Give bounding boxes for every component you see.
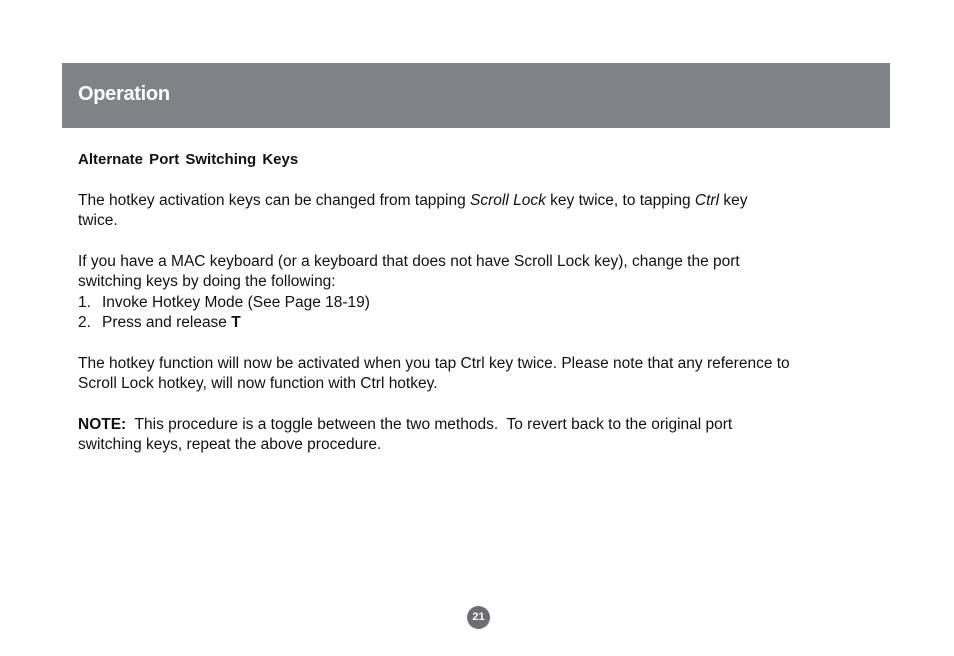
spacer xyxy=(78,171,878,191)
subsection-heading: Alternate Port Switching Keys xyxy=(78,151,299,168)
spacer xyxy=(78,334,878,354)
page-number-badge: 21 xyxy=(467,606,490,629)
text: twice. xyxy=(78,212,118,229)
text: switching keys by doing the following: xyxy=(78,273,336,290)
text: switching keys, repeat the above procedure. xyxy=(78,436,382,453)
section-title: Operation xyxy=(78,83,170,105)
paragraph-activation xyxy=(78,354,878,395)
key-label: T xyxy=(231,314,241,331)
note-paragraph xyxy=(78,415,878,456)
text: The hotkey function will now be activated when you tap Ctrl key twice. Please note that any reference to xyxy=(78,354,790,372)
list-item xyxy=(78,313,878,334)
list-number: 2. xyxy=(78,314,91,331)
text: If you have a MAC keyboard (or a keyboard that does not have Scroll Lock key), change the port xyxy=(78,252,740,270)
text: Scroll Lock hotkey, will now function with Ctrl hotkey. xyxy=(78,375,438,392)
spacer xyxy=(78,395,878,415)
emphasis-scroll-lock: Scroll Lock xyxy=(470,191,546,209)
text: key xyxy=(719,191,748,209)
text: This procedure is a toggle between the two methods. To revert back to the original port xyxy=(126,415,733,433)
list-item xyxy=(78,293,878,314)
text: key twice, to tapping xyxy=(545,191,695,209)
list-text: Press and release xyxy=(102,314,232,331)
list-number: 1. xyxy=(78,293,91,311)
page-content xyxy=(78,150,878,456)
emphasis-ctrl: Ctrl xyxy=(694,191,720,209)
text: The hotkey activation keys can be changed from tapping xyxy=(78,191,471,209)
section-header-band xyxy=(62,63,890,128)
list-text: Invoke Hotkey Mode (See Page 18-19) xyxy=(102,293,370,311)
steps-list xyxy=(78,293,878,334)
paragraph-hotkey-change xyxy=(78,191,878,232)
paragraph-mac-keyboard xyxy=(78,252,878,293)
spacer xyxy=(78,232,878,252)
note-label: NOTE: xyxy=(78,415,127,433)
